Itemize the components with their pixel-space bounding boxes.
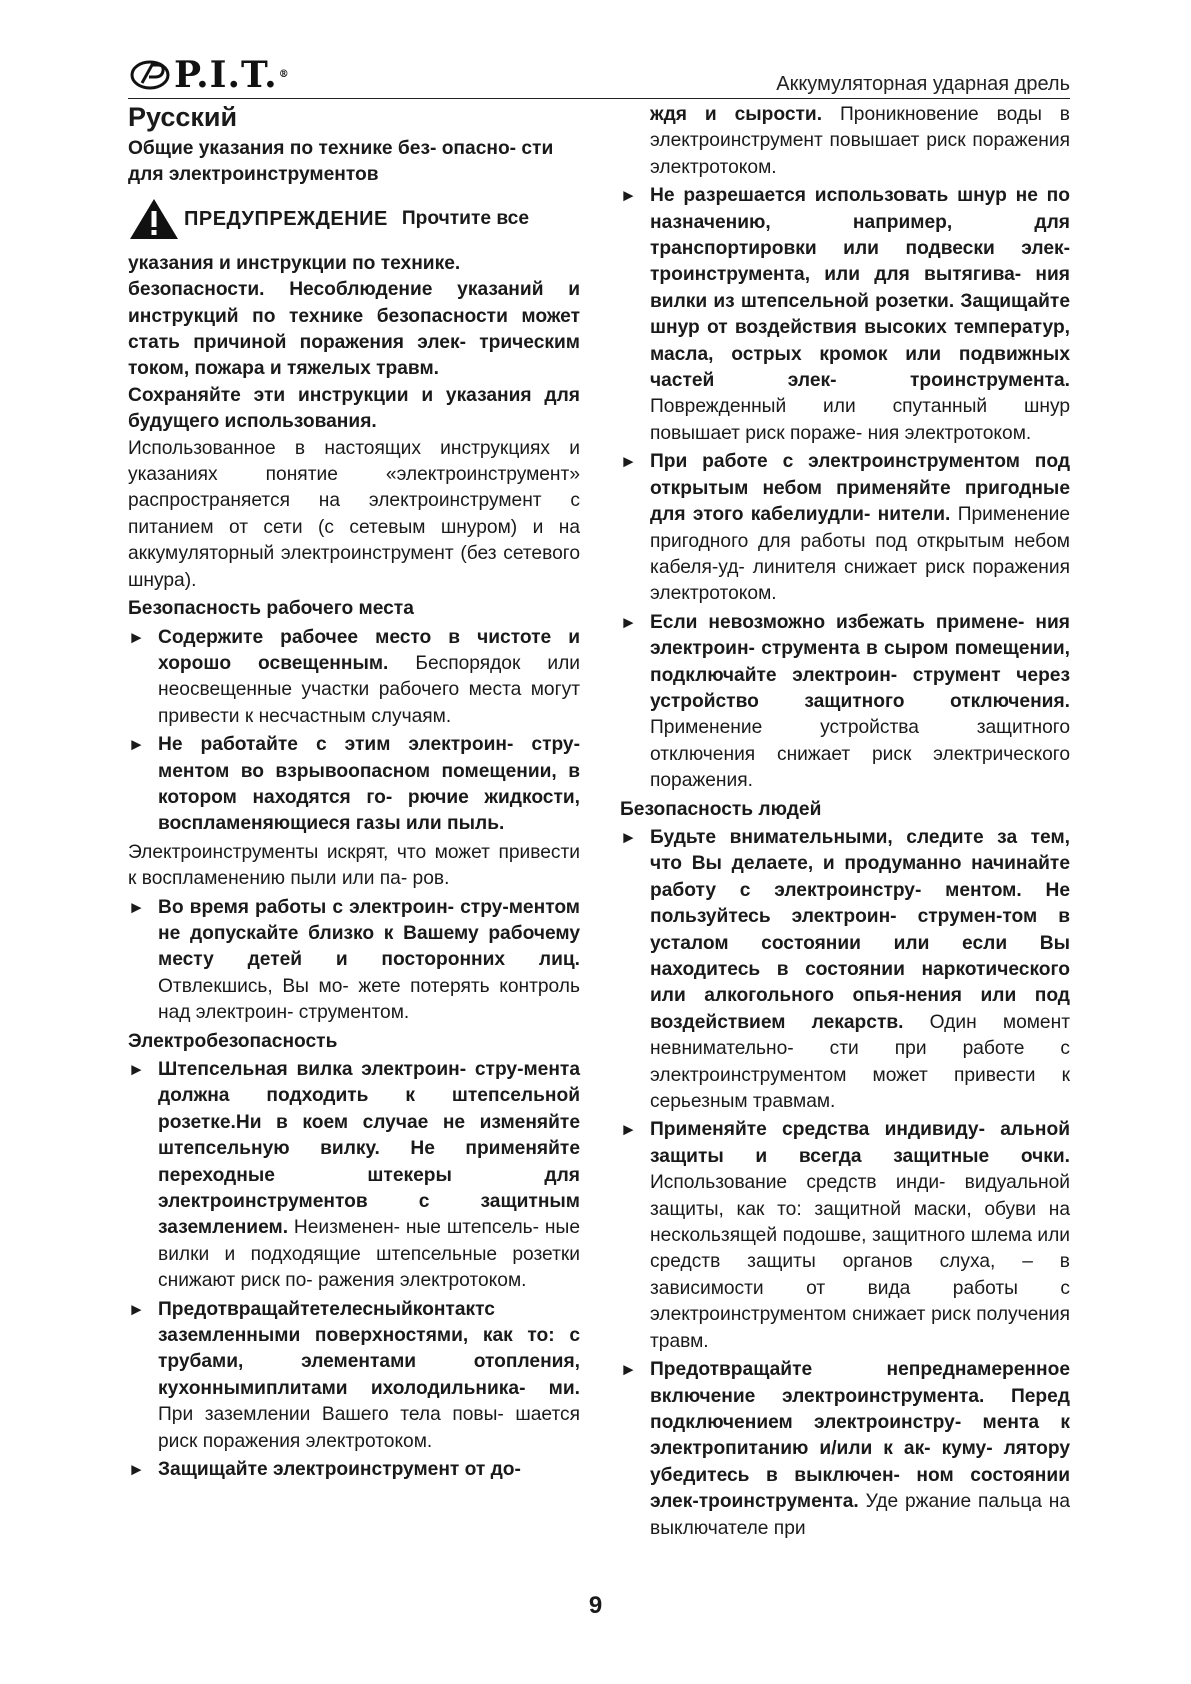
list-item: ► При работе с электроинструментом под открытым небом применяйте пригодные для этого кабелиудли- нители. Применение пригодного для работы под открытым небом кабеля-уд- линителя снижает риск поражения электротоком. <box>620 451 1070 605</box>
intro-paragraph: Использованное в настоящих инструкциях и указаниях понятие «электроинструмент» распространяется на электроинструмент с питанием от сети (с сетевым шнуром) и на аккумуляторный электроинструмент (без сетевого шнура). <box>128 437 580 591</box>
general-safety-heading: Общие указания по технике без- опасно- сти для электроинструментов <box>128 138 554 186</box>
warning-continuation: указания и инструкции по технике. <box>128 252 461 274</box>
left-column <box>128 102 580 1486</box>
brand-logo <box>128 56 290 94</box>
list-item: ► Предотвращайтетелесныйконтактс заземленными поверхностями, как то: с трубами, элементами отопления, кухоннымиплитами ихолодильника- ми. При заземлении Вашего тела повы- шается риск поражения электротоком. <box>128 1298 580 1452</box>
bullet-arrow-icon: ► <box>128 1299 145 1319</box>
personal-safety-heading: Безопасность людей <box>620 798 822 820</box>
electrical-list-continued <box>620 183 1070 794</box>
list-item: ► Штепсельная вилка электроин- стру-мента должна подходить к штепсельной розетке.Ни в коем случае не изменяйте штепсельную вилку. Не применяйте переходные штекеры для электроинструментов с защитным заземлением. Неизменен- ные штепсель- ные вилки и подходящие штепсельные розетки снижают риск по- ражения электротоком. <box>128 1059 580 1292</box>
list-item: ► Не разрешается использовать шнур не по назначению, например, для транспортировки или подвески элек- троинструмента, или для вытягива- ния вилки из штепсельной розетки. Защищайте шнур от воздействия высоких температур, масла, острых кромок или подвижных частей элек- троинструмента. Поврежденный или спутанный шнур повышает риск пораже- ния электротоком. <box>620 185 1070 444</box>
bullet-arrow-icon: ► <box>620 186 637 206</box>
document-title: Аккумуляторная ударная дрель <box>776 73 1070 95</box>
warning-triangle-icon <box>128 197 180 241</box>
list-item: ► Содержите рабочее место в чистоте и хорошо освещенным. Беспорядок или неосвещенные участки рабочего места могут привести к несчастным случаям. <box>128 626 580 727</box>
warning-rest: Прочтите все <box>401 207 530 229</box>
language-title: Русский <box>128 102 238 132</box>
bullet-arrow-icon: ► <box>620 452 637 472</box>
bullet-arrow-icon: ► <box>128 897 145 917</box>
list-item: ► Во время работы с электроин- стру-ментом не допускайте близко к Вашему рабочему месту детей и посторонних лиц. Отвлекшись, Вы мо- жете потерять контроль над электроин- струментом. <box>128 896 580 1024</box>
list-item: ► Предотвращайте непреднамеренное включение электроинструмента. Перед подключением электроинстру- мента к электропитанию и/или к ак- куму- лятору убедитесь в выключен- ном состоянии элек-троинструмента. Уде ржание пальца на выключателе при <box>620 1359 1070 1539</box>
keep-instructions-heading: Сохраняйте эти инструкции и указания для будущего использования. <box>128 384 580 433</box>
warning-word: ПРЕДУПРЕЖДЕНИЕ <box>184 207 388 230</box>
workplace-list <box>128 625 580 838</box>
electrical-list <box>128 1057 580 1484</box>
warning-line <box>128 197 580 241</box>
logo-mark-icon <box>128 57 172 93</box>
bullet-arrow-icon: ► <box>128 1460 145 1480</box>
list-item: ► Не работайте с этим электроин- стру-ментом во взрывоопасном помещении, в котором находятся го- рючие жидкости, воспламеняющиеся газы или пыль. <box>128 734 580 835</box>
bullet-arrow-icon: ► <box>128 627 145 647</box>
list-item: ► Применяйте средства индивиду- альной защиты и всегда защитные очки. Использование средств инди- видуальной защиты, как то: защитной маски, обуви на нескользящей подошве, защитного шлема или средств защиты органов слуха, – в зависимости от вида работы с электроинструментом снижает риск получения травм. <box>620 1119 1070 1352</box>
personal-safety-list <box>620 825 1070 1542</box>
electrical-safety-heading: Электробезопасность <box>128 1030 338 1052</box>
workplace-safety-heading: Безопасность рабочего места <box>128 598 414 620</box>
continued-item: ждя и сырости. Проникновение воды в электроинструмент повышает риск поражения электротоком. <box>650 104 1070 178</box>
warning-body: безопасности. Несоблюдение указаний и инструкций по технике безопасности может стать причиной поражения элек- трическим током, пожара и тяжелых травм. <box>128 279 580 380</box>
bullet-arrow-icon: ► <box>620 827 637 847</box>
list-item: ► Если невозможно избежать примене- ния электроин- струмента в сыром помещении, подключайте электроин- струмент через устройство защитного отключения. Применение устройства защитного отключения снижает риск электрического поражения. <box>620 611 1070 792</box>
bullet-arrow-icon: ► <box>128 1060 145 1079</box>
bullet-arrow-icon: ► <box>620 1120 637 1140</box>
page-header <box>128 56 1070 99</box>
bullet-arrow-icon: ► <box>620 612 637 632</box>
logo-text: P.I.T.® <box>174 54 290 96</box>
sparks-paragraph: Электроинструменты искрят, что может привести к воспламенению пыли или па- ров. <box>128 841 580 890</box>
right-column <box>620 102 1070 1544</box>
list-item: ► Будьте внимательными, следите за тем, что Вы делаете, и продуманно начинайте работу с электроинстру- ментом. Не пользуйтесь электроин- струмен-том в усталом состоянии или если Вы находитесь в состоянии наркотического или алкогольного опья-нения или под воздействием лекарств. Один момент невнимательно- сти при работе с электроинструментом может привести к серьезным травмам. <box>620 826 1070 1113</box>
list-item: ► Защищайте электроинструмент от до- <box>128 1457 580 1483</box>
bullet-arrow-icon: ► <box>128 735 145 755</box>
bullet-arrow-icon: ► <box>620 1360 637 1380</box>
page-number: 9 <box>588 1592 603 1619</box>
